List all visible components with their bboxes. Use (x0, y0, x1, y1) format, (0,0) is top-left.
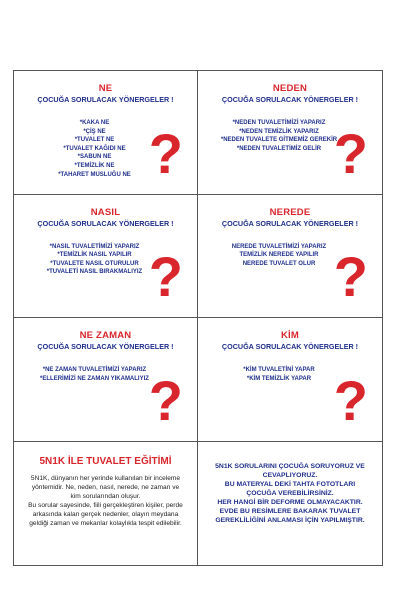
list-item: *TEMİZLİK NASIL YAPILIR (57, 252, 132, 259)
info-card-left (14, 442, 198, 566)
info-line: EVDE BU RESİMLERE BAKARAK TUVALET GEREKLİLİĞİNİ ANLAMASI İÇİN YAPILMIŞTIR. (215, 507, 365, 524)
list-item: NEREDE TUVALET OLUR (242, 260, 316, 267)
list-item: *KİM TUVALETİNİ YAPAR (243, 367, 315, 373)
info-body (26, 474, 185, 528)
card-subtitle: ÇOCUĞA SORULACAK YÖNERGELER ! (221, 95, 359, 104)
info-right-text (212, 462, 368, 525)
list-item: *NE ZAMAN TUVALETİMİZİ YAPARIZ (42, 367, 147, 373)
question-mark-icon: ? (148, 368, 183, 432)
question-cards-grid (13, 70, 383, 566)
info-title: 5N1K İLE TUVALET EĞİTİMİ (39, 455, 172, 467)
card-subtitle: ÇOCUĞA SORULACAK YÖNERGELER ! (37, 218, 174, 228)
list-item: NEREDE TUVALETİMİZİ YAPARIZ (231, 243, 327, 250)
card-items (28, 366, 161, 383)
list-item: *NASIL TUVALETİMİZİ YAPARIZ (49, 243, 140, 250)
list-item: *KAKA NE (79, 120, 110, 126)
list-item: *NEDEN TUVALETİMİZİ YAPARIZ (232, 120, 326, 126)
card-items (28, 243, 161, 277)
list-item: TEMİZLİK NEREDE YAPILIR (239, 252, 319, 259)
card-subtitle: ÇOCUĞA SORULACAK YÖNERGELER ! (221, 342, 359, 351)
card-title: NEDEN (272, 83, 308, 94)
card-kim (198, 318, 382, 442)
info-paragraph: 5N1K, dünyanın her yerinde kullanılan bir inceleme yöntemidir. Ne, neden, nasıl, nerede, ne zaman ve kim sorularından oluşur. (30, 474, 181, 500)
list-item: *NEDEN TUVALETE GİTMEMİZ GEREKİR (220, 137, 338, 144)
card-title: NE (98, 83, 113, 94)
list-item: *NEDEN TEMİZLİK YAPARIZ (239, 128, 319, 135)
card-ne-zaman (14, 318, 198, 442)
card-items (212, 243, 346, 269)
question-mark-icon: ? (148, 121, 183, 185)
list-item: *TUVALETİ NASIL BIRAKMALIYIZ (46, 269, 143, 276)
info-line: 5N1K SORULARINI ÇOCUĞA SORUYORUZ VE CEVAPLIYORUZ. (215, 462, 365, 479)
card-title: NEREDE (269, 206, 311, 218)
list-item: *TAHARET MUSLUĞU NE (58, 171, 131, 178)
card-ne (14, 71, 198, 195)
list-item: *TUVALETE NASIL OTURULUR (50, 260, 139, 267)
list-item: *TEMİZLİK NE (74, 162, 115, 169)
info-line: HER HANGİ BİR DEFORME OLMAYACAKTIR. (217, 498, 363, 506)
list-item: *SABUN NE (77, 154, 112, 161)
card-neden (198, 71, 382, 195)
info-paragraph: Bu sorular sayesinde, fiili gerçekleştiren kişiler, perde arkasında kalan gerçek nedenler, olayın meydana geldiği zaman ve mekanlar kolaylıkla tespit edilebilir. (28, 501, 183, 527)
info-line: BU MATERYAL DEKİ TAHTA FOTOTLARI ÇOCUĞA VEREBİLİRSİNİZ. (224, 480, 356, 497)
card-nerede (198, 195, 382, 319)
card-items (212, 366, 346, 383)
card-subtitle: ÇOCUĞA SORULACAK YÖNERGELER ! (37, 95, 174, 104)
card-items (28, 119, 161, 179)
card-subtitle: ÇOCUĞA SORULACAK YÖNERGELER ! (37, 342, 174, 351)
question-mark-icon: ? (333, 368, 368, 432)
card-title: NE ZAMAN (79, 330, 132, 341)
card-subtitle: ÇOCUĞA SORULACAK YÖNERGELER ! (221, 218, 359, 228)
list-item: *TUVALET KAĞIDI NE (63, 145, 126, 152)
question-mark-icon: ? (333, 245, 368, 308)
info-card-right (198, 442, 382, 566)
question-mark-icon: ? (333, 121, 368, 185)
list-item: *ÇİŞ NE (83, 128, 106, 135)
list-item: *ELLERİMİZİ NE ZAMAN YIKAMALIYIZ (40, 375, 149, 382)
card-title: NASIL (90, 206, 121, 218)
question-mark-icon: ? (148, 245, 183, 308)
list-item: *TUVALET NE (74, 137, 115, 144)
card-items (212, 119, 346, 153)
list-item: *NEDEN TUVALETİMİZ GELİR (236, 145, 322, 152)
card-nasil (14, 195, 198, 319)
card-title: KİM (280, 330, 299, 341)
list-item: *KİM TEMİZLİK YAPAR (246, 375, 312, 382)
